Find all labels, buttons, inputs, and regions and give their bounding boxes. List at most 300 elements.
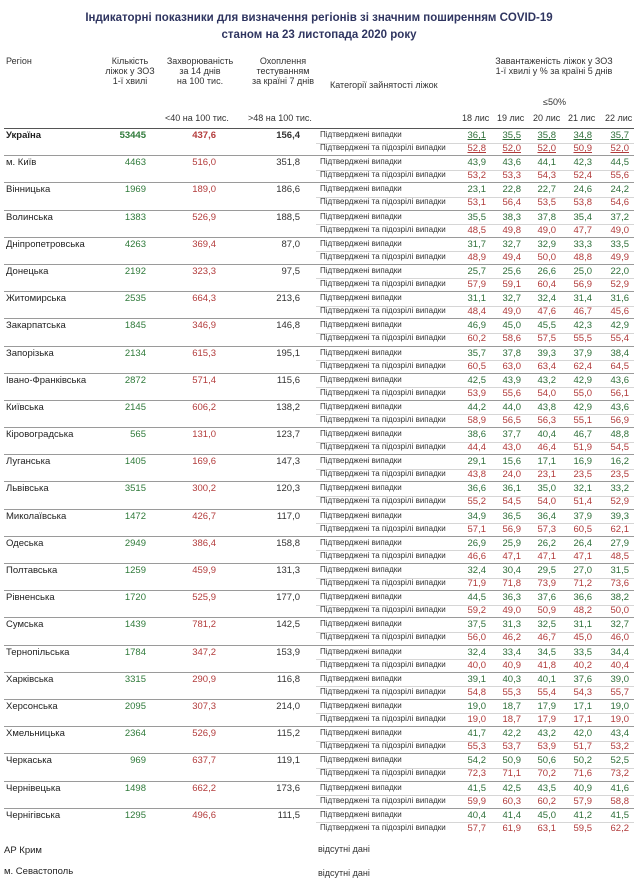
load-confirmed-day-5: 24,2	[610, 184, 629, 196]
table-row	[4, 481, 634, 508]
load-confirmed-day-3: 17,9	[537, 700, 556, 712]
load-confirmed-day-3: 40,4	[537, 429, 556, 441]
load-confirmed-day-3: 34,5	[537, 646, 556, 658]
load-confirmed-day-1: 25,7	[467, 265, 486, 277]
beds-count: 1439	[124, 619, 146, 631]
load-confirmed-day-5: 27,9	[610, 537, 629, 549]
region-name: Тернопільська	[6, 646, 70, 658]
beds-count: 2872	[124, 374, 146, 386]
load-confirmed-day-4: 33,5	[573, 646, 592, 658]
region-name: Хмельницька	[6, 728, 65, 740]
load-suspected-day-1: 48,4	[467, 306, 486, 318]
category-confirmed-suspected: Підтверджені та підозрілі випадки	[320, 414, 446, 424]
category-confirmed: Підтверджені випадки	[320, 646, 402, 656]
table-row	[4, 590, 634, 617]
load-suspected-day-5: 53,2	[610, 741, 629, 753]
incidence-value: 516,0	[192, 157, 216, 169]
region-name: Харківська	[6, 673, 54, 685]
load-confirmed-day-1: 32,4	[467, 646, 486, 658]
table-row	[4, 318, 634, 345]
load-confirmed-day-1: 41,7	[467, 728, 486, 740]
load-confirmed-day-2: 35,5	[502, 130, 521, 141]
header-incidence-line3: на 100 тис.	[176, 76, 224, 86]
header-testing-line2: тестуванням	[256, 66, 310, 76]
load-suspected-day-2: 18,7	[502, 713, 521, 725]
load-suspected-day-1: 54,8	[467, 686, 486, 698]
load-confirmed-day-2: 32,7	[502, 238, 521, 250]
load-confirmed-day-1: 32,4	[467, 565, 486, 576]
load-suspected-day-1: 46,6	[467, 550, 486, 562]
load-suspected-day-5: 55,7	[610, 686, 629, 698]
load-confirmed-day-2: 50,9	[502, 755, 521, 767]
load-suspected-day-1: 53,2	[467, 170, 486, 182]
load-confirmed-day-3: 35,8	[537, 130, 556, 141]
header-incidence-line2: за 14 днів	[179, 66, 221, 76]
load-suspected-day-4: 56,9	[573, 278, 592, 290]
header-beds-line1: Кількість	[111, 56, 149, 66]
load-confirmed-day-3: 45,5	[537, 320, 556, 332]
load-confirmed-day-3: 37,6	[537, 592, 556, 604]
load-confirmed-day-1: 29,1	[467, 456, 486, 468]
load-suspected-day-2: 46,2	[502, 632, 521, 644]
category-confirmed-suspected: Підтверджені та підозрілі випадки	[320, 578, 446, 587]
testing-value: 214,0	[276, 700, 300, 712]
region-name: Житомирська	[6, 293, 67, 305]
load-suspected-day-5: 56,9	[610, 414, 629, 426]
load-suspected-day-5: 54,5	[610, 442, 629, 454]
load-suspected-day-3: 55,4	[537, 686, 556, 698]
region-name: Миколаївська	[6, 510, 67, 522]
load-confirmed-day-5: 33,2	[610, 483, 629, 495]
load-suspected-day-5: 55,4	[610, 333, 629, 345]
load-suspected-day-5: 45,6	[610, 306, 629, 318]
testing-value: 186,6	[276, 184, 300, 196]
incidence-value: 346,9	[192, 320, 216, 332]
load-confirmed-day-5: 48,8	[610, 429, 629, 441]
load-suspected-day-3: 57,5	[537, 333, 556, 345]
load-suspected-day-4: 45,0	[573, 632, 592, 644]
load-suspected-day-3: 46,7	[537, 632, 556, 644]
load-suspected-day-5: 23,5	[610, 469, 629, 481]
load-confirmed-day-2: 44,0	[502, 401, 521, 413]
table-row	[4, 699, 634, 726]
load-suspected-day-3: 41,8	[537, 659, 556, 671]
day-header-5: 22 лис	[605, 113, 633, 123]
testing-value: 120,3	[276, 483, 300, 495]
testing-value: 97,5	[281, 265, 300, 277]
load-confirmed-day-4: 35,4	[573, 211, 592, 223]
load-confirmed-day-1: 37,5	[467, 619, 486, 631]
load-confirmed-day-1: 54,2	[467, 755, 486, 767]
category-confirmed: Підтверджені випадки	[320, 456, 402, 466]
category-confirmed-suspected: Підтверджені та підозрілі випадки	[320, 605, 446, 615]
load-confirmed-day-5: 39,3	[610, 510, 629, 522]
load-confirmed-day-1: 36,6	[467, 483, 486, 495]
header-load-line2: 1-ї хвилі у % за країні 5 днів	[495, 66, 613, 76]
load-suspected-day-1: 53,9	[467, 387, 486, 399]
load-confirmed-day-3: 26,6	[537, 265, 556, 277]
load-confirmed-day-4: 31,4	[573, 293, 592, 305]
incidence-value: 606,2	[192, 401, 216, 413]
load-suspected-day-5: 58,8	[610, 795, 629, 807]
load-confirmed-day-5: 32,7	[610, 619, 629, 631]
category-confirmed: Підтверджені випадки	[320, 184, 402, 194]
load-suspected-day-5: 55,6	[610, 170, 629, 182]
load-suspected-day-2: 56,5	[502, 414, 521, 426]
load-suspected-day-4: 71,6	[573, 768, 592, 780]
load-suspected-day-3: 50,9	[537, 605, 556, 617]
testing-value: 158,8	[276, 537, 300, 549]
load-suspected-day-4: 17,1	[573, 713, 592, 725]
load-suspected-day-5: 52,0	[610, 143, 629, 154]
testing-value: 188,5	[276, 211, 300, 223]
header-load	[470, 56, 638, 76]
load-suspected-day-4: 23,5	[573, 469, 592, 481]
region-name: Кіровоградська	[6, 429, 74, 441]
table-row	[4, 210, 634, 237]
load-suspected-day-4: 46,7	[573, 306, 592, 318]
category-confirmed-suspected: Підтверджені та підозрілі випадки	[320, 170, 446, 180]
load-suspected-day-1: 60,5	[467, 360, 486, 372]
load-suspected-day-3: 63,1	[537, 822, 556, 834]
load-suspected-day-3: 53,5	[537, 197, 556, 209]
category-confirmed-suspected: Підтверджені та підозрілі випадки	[320, 442, 446, 452]
load-confirmed-day-1: 46,9	[467, 320, 486, 332]
load-confirmed-day-2: 37,8	[502, 347, 521, 359]
load-suspected-day-2: 59,1	[502, 278, 521, 290]
load-confirmed-day-4: 33,3	[573, 238, 592, 250]
load-suspected-day-1: 19,0	[467, 713, 486, 725]
load-suspected-day-2: 56,4	[502, 197, 521, 209]
testing-value: 195,1	[276, 347, 300, 359]
load-confirmed-day-3: 43,5	[537, 782, 556, 794]
region-name: Запорізька	[6, 347, 54, 359]
load-confirmed-day-4: 36,6	[573, 592, 592, 604]
load-confirmed-day-4: 42,3	[573, 320, 592, 332]
load-suspected-day-1: 52,8	[467, 143, 486, 154]
load-suspected-day-4: 57,9	[573, 795, 592, 807]
header-beds	[100, 56, 160, 86]
load-confirmed-day-3: 26,2	[537, 537, 556, 549]
footer-region-crimea: АР Крим	[4, 845, 42, 856]
table-row	[4, 781, 634, 808]
testing-value: 142,5	[276, 619, 300, 631]
load-confirmed-day-5: 38,2	[610, 592, 629, 604]
load-confirmed-day-1: 44,2	[467, 401, 486, 413]
testing-value: 117,0	[276, 510, 300, 522]
load-confirmed-day-1: 34,9	[467, 510, 486, 522]
beds-count: 1498	[124, 782, 146, 794]
category-confirmed: Підтверджені випадки	[320, 700, 402, 710]
testing-value: 116,8	[276, 673, 300, 685]
table-row	[4, 400, 634, 427]
load-confirmed-day-1: 35,5	[467, 211, 486, 223]
load-confirmed-day-2: 22,8	[502, 184, 521, 196]
load-confirmed-day-5: 42,9	[610, 320, 629, 332]
load-confirmed-day-3: 39,3	[537, 347, 556, 359]
beds-count: 4263	[124, 238, 146, 250]
load-suspected-day-2: 55,3	[502, 686, 521, 698]
category-confirmed: Підтверджені випадки	[320, 401, 402, 411]
load-confirmed-day-2: 43,6	[502, 157, 521, 169]
load-confirmed-day-4: 42,0	[573, 728, 592, 740]
load-suspected-day-2: 49,8	[502, 224, 521, 236]
load-suspected-day-5: 62,1	[610, 523, 629, 535]
load-suspected-day-5: 52,9	[610, 278, 629, 290]
testing-value: 213,6	[276, 293, 300, 305]
load-suspected-day-3: 54,0	[537, 387, 556, 399]
load-suspected-day-3: 60,4	[537, 278, 556, 290]
beds-count: 2095	[124, 700, 146, 712]
beds-count: 1472	[124, 510, 146, 522]
load-suspected-day-5: 50,0	[610, 605, 629, 617]
load-confirmed-day-5: 43,4	[610, 728, 629, 740]
load-suspected-day-1: 43,8	[467, 469, 486, 481]
load-confirmed-day-4: 42,9	[573, 374, 592, 386]
header-beds-line3: 1-ї хвилі	[112, 76, 148, 86]
load-confirmed-day-5: 52,5	[610, 755, 629, 767]
table-row	[4, 645, 634, 672]
beds-count: 2192	[124, 265, 146, 277]
load-suspected-day-1: 44,4	[467, 442, 486, 454]
load-confirmed-day-5: 41,6	[610, 782, 629, 794]
category-confirmed-suspected: Підтверджені та підозрілі випадки	[320, 822, 446, 832]
load-confirmed-day-1: 43,9	[467, 157, 486, 169]
load-confirmed-day-4: 32,1	[573, 483, 592, 495]
load-confirmed-day-5: 34,4	[610, 646, 629, 658]
load-confirmed-day-4: 42,3	[573, 157, 592, 169]
load-suspected-day-2: 61,9	[502, 822, 521, 834]
load-suspected-day-4: 55,1	[573, 414, 592, 426]
load-suspected-day-5: 64,5	[610, 360, 629, 372]
load-suspected-day-1: 57,7	[467, 822, 486, 834]
table-row	[4, 726, 634, 753]
beds-count: 53445	[119, 130, 146, 141]
region-name: Дніпропетровська	[6, 238, 85, 250]
load-suspected-day-1: 40,0	[467, 659, 486, 671]
title-line-2: станом на 23 листопада 2020 року	[221, 29, 417, 41]
load-suspected-day-4: 40,2	[573, 659, 592, 671]
load-suspected-day-4: 48,2	[573, 605, 592, 617]
beds-count: 1259	[124, 565, 146, 576]
load-confirmed-day-2: 40,3	[502, 673, 521, 685]
load-suspected-day-3: 53,9	[537, 741, 556, 753]
load-suspected-day-1: 71,9	[467, 578, 486, 589]
footer-note-crimea: відсутні дані	[318, 844, 370, 854]
load-confirmed-day-3: 44,1	[537, 157, 556, 169]
incidence-value: 662,2	[192, 782, 216, 794]
beds-count: 1784	[124, 646, 146, 658]
category-confirmed: Підтверджені випадки	[320, 374, 402, 384]
load-suspected-day-1: 60,2	[467, 333, 486, 345]
region-name: Рівненська	[6, 592, 55, 604]
load-suspected-day-2: 54,5	[502, 496, 521, 508]
beds-count: 969	[130, 755, 146, 767]
table-row	[4, 808, 634, 835]
load-suspected-day-4: 48,8	[573, 251, 592, 263]
header-testing	[238, 56, 328, 86]
region-name: Донецька	[6, 265, 49, 277]
threshold-load: ≤50%	[543, 97, 566, 107]
table-row	[4, 617, 634, 644]
load-confirmed-day-5: 38,4	[610, 347, 629, 359]
load-confirmed-day-5: 22,0	[610, 265, 629, 277]
load-suspected-day-4: 54,3	[573, 686, 592, 698]
table-row-total	[4, 128, 634, 155]
load-confirmed-day-1: 23,1	[467, 184, 486, 196]
load-confirmed-day-5: 39,0	[610, 673, 629, 685]
region-name: Черкаська	[6, 755, 52, 767]
load-confirmed-day-1: 31,1	[467, 293, 486, 305]
footer-note-sevastopol: відсутні дані	[318, 868, 370, 878]
load-confirmed-day-2: 15,6	[502, 456, 521, 468]
region-name: Полтавська	[6, 565, 58, 576]
incidence-value: 300,2	[192, 483, 216, 495]
load-confirmed-day-4: 37,9	[573, 347, 592, 359]
load-confirmed-day-4: 16,9	[573, 456, 592, 468]
category-confirmed-suspected: Підтверджені та підозрілі випадки	[320, 333, 446, 343]
beds-count: 1295	[124, 809, 146, 821]
testing-value: 147,3	[276, 456, 300, 468]
load-confirmed-day-4: 37,6	[573, 673, 592, 685]
load-suspected-day-3: 54,3	[537, 170, 556, 182]
load-confirmed-day-2: 32,7	[502, 293, 521, 305]
load-suspected-day-2: 58,6	[502, 333, 521, 345]
beds-count: 2145	[124, 401, 146, 413]
load-suspected-day-5: 62,2	[610, 822, 629, 834]
load-confirmed-day-4: 40,9	[573, 782, 592, 794]
incidence-value: 347,2	[192, 646, 216, 658]
load-confirmed-day-5: 31,6	[610, 293, 629, 305]
incidence-value: 437,6	[192, 130, 216, 141]
category-confirmed-suspected: Підтверджені та підозрілі випадки	[320, 768, 446, 778]
load-suspected-day-4: 55,0	[573, 387, 592, 399]
load-suspected-day-3: 57,3	[537, 523, 556, 535]
testing-value: 177,0	[276, 592, 300, 604]
table-row	[4, 536, 634, 563]
load-suspected-day-5: 46,0	[610, 632, 629, 644]
load-confirmed-day-2: 43,9	[502, 374, 521, 386]
load-suspected-day-2: 53,7	[502, 741, 521, 753]
load-confirmed-day-2: 36,1	[502, 483, 521, 495]
load-confirmed-day-5: 33,5	[610, 238, 629, 250]
load-suspected-day-4: 52,4	[573, 170, 592, 182]
incidence-value: 526,9	[192, 728, 216, 740]
category-confirmed-suspected: Підтверджені та підозрілі випадки	[320, 686, 446, 696]
table-row	[4, 155, 634, 182]
load-confirmed-day-3: 50,6	[537, 755, 556, 767]
category-confirmed: Підтверджені випадки	[320, 265, 402, 275]
header-region: Регіон	[6, 56, 32, 66]
load-suspected-day-2: 71,8	[502, 578, 521, 589]
incidence-value: 386,4	[192, 537, 216, 549]
incidence-value: 307,3	[192, 700, 216, 712]
region-name: м. Київ	[6, 157, 37, 169]
load-confirmed-day-1: 31,7	[467, 238, 486, 250]
beds-count: 1405	[124, 456, 146, 468]
header-beds-line2: ліжок у ЗОЗ	[105, 66, 155, 76]
incidence-value: 459,9	[192, 565, 216, 576]
load-confirmed-day-2: 33,4	[502, 646, 521, 658]
load-confirmed-day-3: 36,4	[537, 510, 556, 522]
category-confirmed-suspected: Підтверджені та підозрілі випадки	[320, 632, 446, 642]
load-suspected-day-1: 55,3	[467, 741, 486, 753]
load-suspected-day-3: 47,1	[537, 550, 556, 562]
load-suspected-day-1: 72,3	[467, 768, 486, 780]
testing-value: 146,8	[276, 320, 300, 332]
incidence-value: 526,9	[192, 211, 216, 223]
table-row	[4, 509, 634, 536]
load-suspected-day-4: 55,5	[573, 333, 592, 345]
category-confirmed: Підтверджені випадки	[320, 483, 402, 493]
load-confirmed-day-5: 37,2	[610, 211, 629, 223]
load-confirmed-day-1: 19,0	[467, 700, 486, 712]
region-name: Чернівецька	[6, 782, 61, 794]
load-suspected-day-5: 49,0	[610, 224, 629, 236]
incidence-value: 781,2	[192, 619, 216, 631]
load-suspected-day-1: 55,2	[467, 496, 486, 508]
load-confirmed-day-5: 31,5	[610, 565, 629, 576]
load-confirmed-day-1: 38,6	[467, 429, 486, 441]
load-confirmed-day-3: 32,9	[537, 238, 556, 250]
data-table	[4, 128, 634, 835]
category-confirmed: Підтверджені випадки	[320, 320, 402, 330]
load-suspected-day-3: 63,4	[537, 360, 556, 372]
load-suspected-day-2: 40,9	[502, 659, 521, 671]
load-suspected-day-5: 40,4	[610, 659, 629, 671]
load-suspected-day-5: 54,6	[610, 197, 629, 209]
table-row	[4, 291, 634, 318]
beds-count: 2364	[124, 728, 146, 740]
beds-count: 2535	[124, 293, 146, 305]
testing-value: 87,0	[281, 238, 300, 250]
testing-value: 153,9	[276, 646, 300, 658]
load-confirmed-day-2: 42,2	[502, 728, 521, 740]
load-suspected-day-2: 52,0	[502, 143, 521, 154]
load-confirmed-day-3: 43,2	[537, 374, 556, 386]
load-suspected-day-2: 24,0	[502, 469, 521, 481]
title-line-1: Індикаторні показники для визначення регіонів зі значним поширенням COVID-19	[85, 12, 553, 24]
category-confirmed-suspected: Підтверджені та підозрілі випадки	[320, 523, 446, 533]
testing-value: 131,3	[276, 565, 300, 576]
load-confirmed-day-4: 24,6	[573, 184, 592, 196]
day-header-2: 19 лис	[497, 113, 525, 123]
table-row	[4, 753, 634, 780]
category-confirmed: Підтверджені випадки	[320, 755, 402, 765]
load-confirmed-day-1: 40,4	[467, 809, 486, 821]
load-confirmed-day-1: 39,1	[467, 673, 486, 685]
category-confirmed-suspected: Підтверджені та підозрілі випадки	[320, 659, 446, 669]
load-suspected-day-4: 60,5	[573, 523, 592, 535]
category-confirmed: Підтверджені випадки	[320, 565, 402, 574]
load-suspected-day-1: 57,1	[467, 523, 486, 535]
load-confirmed-day-4: 17,1	[573, 700, 592, 712]
beds-count: 565	[130, 429, 146, 441]
beds-count: 1383	[124, 211, 146, 223]
incidence-value: 496,6	[192, 809, 216, 821]
load-confirmed-day-3: 29,5	[537, 565, 556, 576]
load-confirmed-day-1: 41,5	[467, 782, 486, 794]
load-suspected-day-1: 58,9	[467, 414, 486, 426]
incidence-value: 189,0	[192, 184, 216, 196]
category-confirmed-suspected: Підтверджені та підозрілі випадки	[320, 550, 446, 560]
load-suspected-day-4: 71,2	[573, 578, 592, 589]
load-confirmed-day-3: 35,0	[537, 483, 556, 495]
load-confirmed-day-3: 32,4	[537, 293, 556, 305]
category-confirmed: Підтверджені випадки	[320, 673, 402, 683]
region-name: Волинська	[6, 211, 53, 223]
load-confirmed-day-4: 50,2	[573, 755, 592, 767]
